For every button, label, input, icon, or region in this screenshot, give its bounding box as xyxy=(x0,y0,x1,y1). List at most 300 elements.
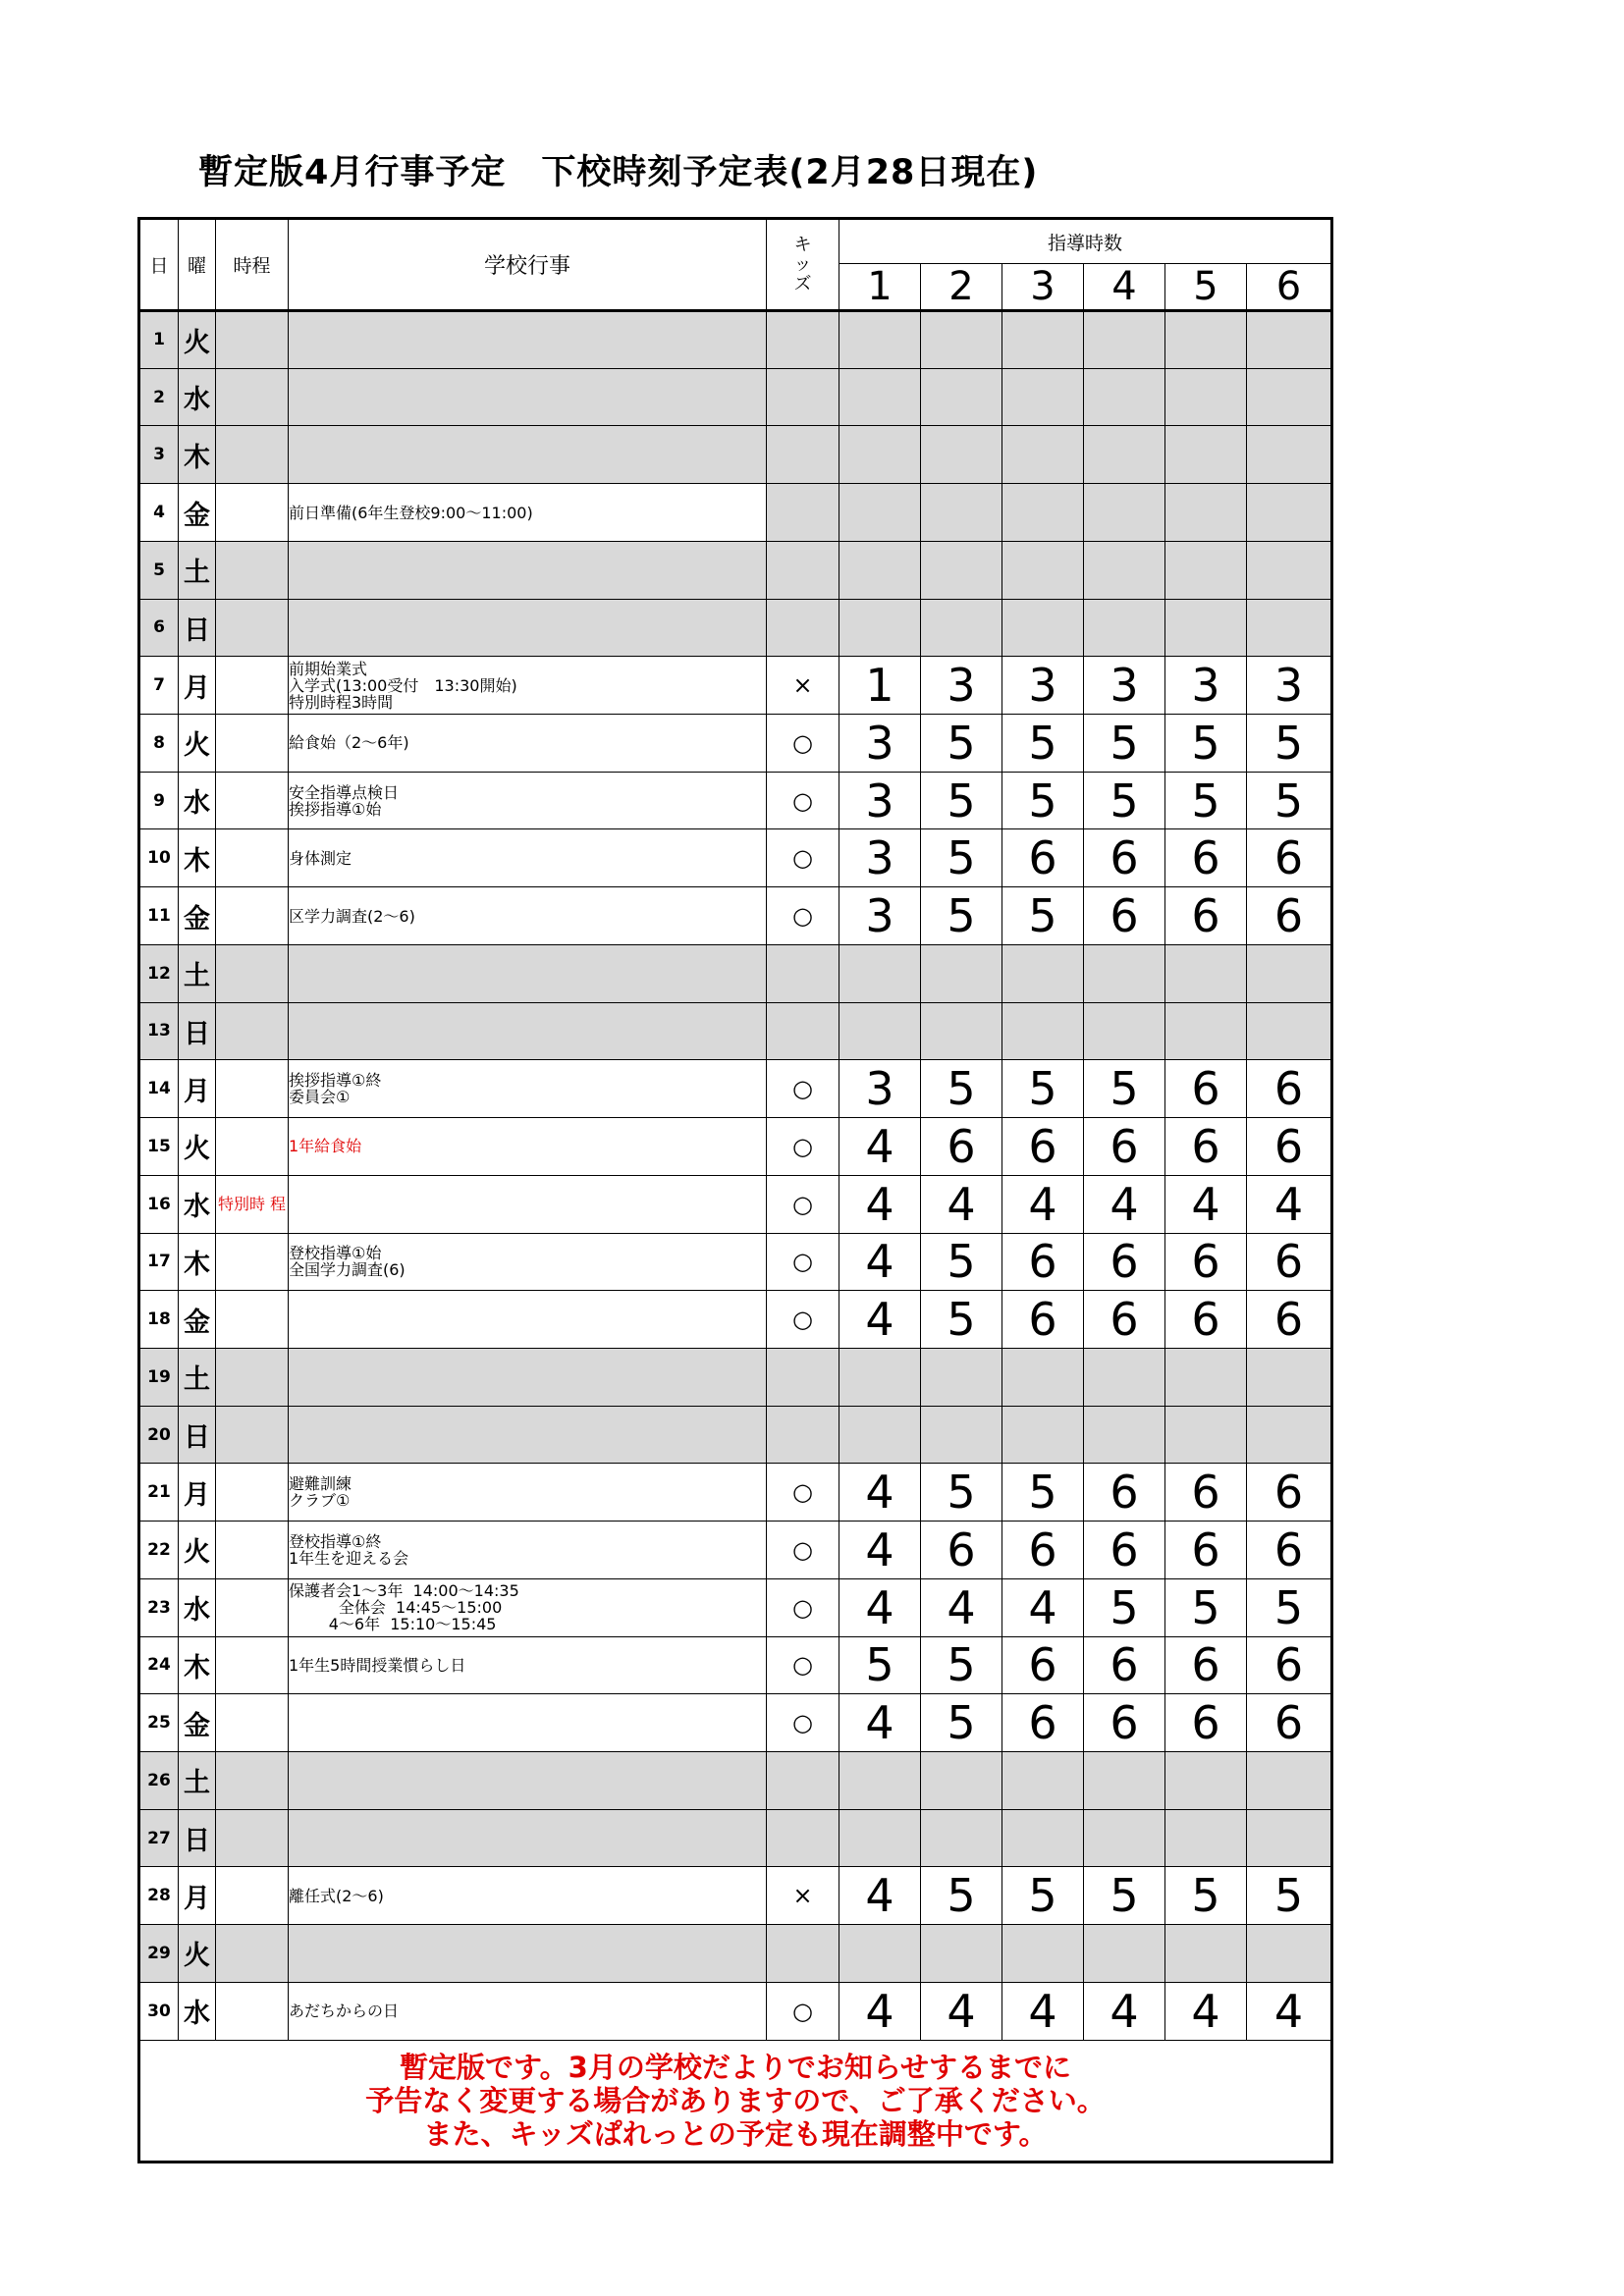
hours-grade-3: 5 xyxy=(1002,1464,1084,1522)
day-number: 4 xyxy=(139,484,179,542)
hours-grade-1 xyxy=(839,599,921,657)
program-cell xyxy=(216,541,289,599)
program-cell xyxy=(216,1348,289,1406)
event-cell xyxy=(289,1348,767,1406)
hours-grade-1: 4 xyxy=(839,1522,921,1579)
hours-grade-3 xyxy=(1002,1406,1084,1464)
hours-grade-2: 5 xyxy=(921,887,1002,945)
program-cell xyxy=(216,1002,289,1060)
schedule-row xyxy=(139,1291,1332,1349)
hours-grade-4: 6 xyxy=(1084,1522,1165,1579)
schedule-row xyxy=(139,1002,1332,1060)
weekday: 月 xyxy=(179,657,216,715)
hours-grade-1 xyxy=(839,944,921,1002)
header-grade-4: 4 xyxy=(1084,264,1165,311)
weekday: 水 xyxy=(179,368,216,426)
hours-grade-3 xyxy=(1002,1002,1084,1060)
program-cell xyxy=(216,1291,289,1349)
hours-grade-6 xyxy=(1247,426,1332,484)
event-cell: 身体測定 xyxy=(289,829,767,887)
hours-grade-5 xyxy=(1165,1925,1247,1983)
day-number: 9 xyxy=(139,772,179,829)
hours-grade-4: 6 xyxy=(1084,1694,1165,1752)
kids-status: ○ xyxy=(767,1464,839,1522)
kids-status xyxy=(767,368,839,426)
kids-status xyxy=(767,1348,839,1406)
hours-grade-5 xyxy=(1165,541,1247,599)
hours-grade-5: 4 xyxy=(1165,1175,1247,1233)
hours-grade-6 xyxy=(1247,1406,1332,1464)
hours-grade-1 xyxy=(839,311,921,369)
schedule-table xyxy=(137,217,1333,2163)
hours-grade-2 xyxy=(921,1809,1002,1867)
event-cell: 給食始（2～6年) xyxy=(289,715,767,773)
kids-status xyxy=(767,599,839,657)
hours-grade-6 xyxy=(1247,1809,1332,1867)
hours-grade-6: 5 xyxy=(1247,715,1332,773)
event-cell: 登校指導①終 1年生を迎える会 xyxy=(289,1522,767,1579)
kids-status: ○ xyxy=(767,772,839,829)
hours-grade-2: 5 xyxy=(921,772,1002,829)
event-cell: 保護者会1～3年 14:00～14:35 全体会 14:45～15:00 4～6年 15:10～15:45 xyxy=(289,1578,767,1636)
hours-grade-3: 4 xyxy=(1002,1578,1084,1636)
hours-grade-5: 6 xyxy=(1165,1636,1247,1694)
kids-status xyxy=(767,1925,839,1983)
header-grade-1: 1 xyxy=(839,264,921,311)
kids-status: ○ xyxy=(767,1694,839,1752)
hours-grade-1 xyxy=(839,541,921,599)
event-cell xyxy=(289,599,767,657)
day-number: 14 xyxy=(139,1060,179,1118)
hours-grade-6 xyxy=(1247,541,1332,599)
hours-grade-1: 4 xyxy=(839,1867,921,1925)
kids-status xyxy=(767,541,839,599)
program-cell xyxy=(216,1751,289,1809)
day-number: 5 xyxy=(139,541,179,599)
hours-grade-6: 5 xyxy=(1247,772,1332,829)
event-cell xyxy=(289,368,767,426)
event-cell xyxy=(289,1925,767,1983)
hours-grade-2: 4 xyxy=(921,1175,1002,1233)
hours-grade-4: 3 xyxy=(1084,657,1165,715)
hours-grade-4: 5 xyxy=(1084,715,1165,773)
hours-grade-5: 6 xyxy=(1165,1060,1247,1118)
program-cell xyxy=(216,1694,289,1752)
hours-grade-6: 6 xyxy=(1247,1636,1332,1694)
kids-status: ○ xyxy=(767,1578,839,1636)
hours-grade-1: 1 xyxy=(839,657,921,715)
hours-grade-5 xyxy=(1165,1751,1247,1809)
program-cell xyxy=(216,1060,289,1118)
day-number: 28 xyxy=(139,1867,179,1925)
hours-grade-6: 3 xyxy=(1247,657,1332,715)
event-cell xyxy=(289,1694,767,1752)
program-cell xyxy=(216,715,289,773)
hours-grade-3 xyxy=(1002,368,1084,426)
hours-grade-1: 3 xyxy=(839,887,921,945)
hours-grade-2 xyxy=(921,599,1002,657)
kids-status xyxy=(767,1751,839,1809)
day-number: 3 xyxy=(139,426,179,484)
day-number: 21 xyxy=(139,1464,179,1522)
hours-grade-4: 5 xyxy=(1084,1060,1165,1118)
hours-grade-5 xyxy=(1165,1002,1247,1060)
program-cell xyxy=(216,829,289,887)
hours-grade-5: 6 xyxy=(1165,1522,1247,1579)
hours-grade-6: 6 xyxy=(1247,1522,1332,1579)
hours-grade-2 xyxy=(921,1406,1002,1464)
program-cell xyxy=(216,1636,289,1694)
hours-grade-3: 6 xyxy=(1002,1636,1084,1694)
hours-grade-3: 5 xyxy=(1002,772,1084,829)
page-title: 暫定版4月行事予定 下校時刻予定表(2月28日現在) xyxy=(198,153,1039,192)
hours-grade-5 xyxy=(1165,368,1247,426)
kids-status: ○ xyxy=(767,1233,839,1291)
hours-grade-6 xyxy=(1247,1925,1332,1983)
hours-grade-3 xyxy=(1002,426,1084,484)
hours-grade-1: 4 xyxy=(839,1118,921,1176)
hours-grade-1: 4 xyxy=(839,1578,921,1636)
schedule-row xyxy=(139,1522,1332,1579)
hours-grade-1 xyxy=(839,1809,921,1867)
hours-grade-4: 6 xyxy=(1084,887,1165,945)
schedule-row xyxy=(139,1175,1332,1233)
schedule-row xyxy=(139,1982,1332,2040)
hours-grade-2: 6 xyxy=(921,1118,1002,1176)
program-cell xyxy=(216,772,289,829)
weekday: 日 xyxy=(179,1406,216,1464)
hours-grade-6 xyxy=(1247,944,1332,1002)
kids-status xyxy=(767,426,839,484)
hours-grade-5: 6 xyxy=(1165,1694,1247,1752)
day-number: 6 xyxy=(139,599,179,657)
hours-grade-4: 5 xyxy=(1084,772,1165,829)
hours-grade-3: 5 xyxy=(1002,1867,1084,1925)
hours-grade-6: 5 xyxy=(1247,1867,1332,1925)
hours-grade-5: 5 xyxy=(1165,772,1247,829)
weekday: 水 xyxy=(179,1578,216,1636)
hours-grade-3: 6 xyxy=(1002,829,1084,887)
hours-grade-5 xyxy=(1165,426,1247,484)
hours-grade-2: 4 xyxy=(921,1982,1002,2040)
schedule-row xyxy=(139,484,1332,542)
event-cell: 1年生5時間授業慣らし日 xyxy=(289,1636,767,1694)
program-cell xyxy=(216,1233,289,1291)
hours-grade-5: 6 xyxy=(1165,1233,1247,1291)
hours-grade-5: 5 xyxy=(1165,715,1247,773)
program-cell xyxy=(216,426,289,484)
hours-grade-2: 4 xyxy=(921,1578,1002,1636)
kids-status xyxy=(767,944,839,1002)
hours-grade-6: 6 xyxy=(1247,1694,1332,1752)
hours-grade-6: 6 xyxy=(1247,1291,1332,1349)
program-cell xyxy=(216,1925,289,1983)
header-kids: キ ッ ズ xyxy=(767,219,839,311)
hours-grade-3: 5 xyxy=(1002,715,1084,773)
notice-box xyxy=(139,2040,1332,2162)
program-cell xyxy=(216,599,289,657)
hours-grade-5: 4 xyxy=(1165,1982,1247,2040)
weekday: 月 xyxy=(179,1867,216,1925)
hours-grade-1 xyxy=(839,1348,921,1406)
hours-grade-6 xyxy=(1247,311,1332,369)
weekday: 日 xyxy=(179,599,216,657)
hours-grade-5 xyxy=(1165,484,1247,542)
hours-grade-6 xyxy=(1247,1002,1332,1060)
program-cell xyxy=(216,368,289,426)
hours-grade-4 xyxy=(1084,1751,1165,1809)
hours-grade-5: 5 xyxy=(1165,1867,1247,1925)
program-cell xyxy=(216,1406,289,1464)
hours-grade-3 xyxy=(1002,541,1084,599)
hours-grade-3: 6 xyxy=(1002,1694,1084,1752)
hours-grade-6: 6 xyxy=(1247,1464,1332,1522)
hours-grade-3 xyxy=(1002,1925,1084,1983)
hours-grade-2 xyxy=(921,1925,1002,1983)
schedule-row xyxy=(139,1809,1332,1867)
hours-grade-2: 3 xyxy=(921,657,1002,715)
hours-grade-4: 6 xyxy=(1084,1233,1165,1291)
schedule-row xyxy=(139,944,1332,1002)
schedule-row xyxy=(139,1867,1332,1925)
weekday: 金 xyxy=(179,1291,216,1349)
hours-grade-4 xyxy=(1084,599,1165,657)
kids-status: × xyxy=(767,1867,839,1925)
schedule-row xyxy=(139,715,1332,773)
event-cell: 1年給食始 xyxy=(289,1118,767,1176)
hours-grade-1: 4 xyxy=(839,1233,921,1291)
hours-grade-3 xyxy=(1002,1348,1084,1406)
notice-line: 予告なく変更する場合がありますので、ご了承ください。 xyxy=(365,2083,1106,2117)
hours-grade-4 xyxy=(1084,1925,1165,1983)
hours-grade-6 xyxy=(1247,368,1332,426)
kids-status: × xyxy=(767,657,839,715)
header-day: 日 xyxy=(139,219,179,311)
event-cell xyxy=(289,426,767,484)
kids-status xyxy=(767,484,839,542)
event-cell xyxy=(289,1002,767,1060)
weekday: 水 xyxy=(179,772,216,829)
notice-line: また、キッズぱれっとの予定も現在調整中です。 xyxy=(423,2116,1048,2151)
event-cell: 避難訓練 クラブ① xyxy=(289,1464,767,1522)
day-number: 2 xyxy=(139,368,179,426)
hours-grade-5 xyxy=(1165,599,1247,657)
hours-grade-4 xyxy=(1084,311,1165,369)
hours-grade-5 xyxy=(1165,1348,1247,1406)
day-number: 22 xyxy=(139,1522,179,1579)
schedule-row xyxy=(139,541,1332,599)
hours-grade-4 xyxy=(1084,944,1165,1002)
kids-status: ○ xyxy=(767,1175,839,1233)
hours-grade-2: 5 xyxy=(921,715,1002,773)
hours-grade-2 xyxy=(921,368,1002,426)
schedule-row xyxy=(139,1636,1332,1694)
hours-grade-4 xyxy=(1084,426,1165,484)
schedule-row xyxy=(139,1925,1332,1983)
hours-grade-5: 6 xyxy=(1165,829,1247,887)
weekday: 月 xyxy=(179,1464,216,1522)
event-cell xyxy=(289,1406,767,1464)
weekday: 金 xyxy=(179,887,216,945)
day-number: 12 xyxy=(139,944,179,1002)
weekday: 月 xyxy=(179,1060,216,1118)
weekday: 火 xyxy=(179,715,216,773)
program-cell xyxy=(216,1809,289,1867)
header-weekday: 曜 xyxy=(179,219,216,311)
schedule-row xyxy=(139,657,1332,715)
hours-grade-2 xyxy=(921,426,1002,484)
hours-grade-3: 5 xyxy=(1002,887,1084,945)
hours-grade-4: 4 xyxy=(1084,1982,1165,2040)
hours-grade-4: 5 xyxy=(1084,1578,1165,1636)
day-number: 26 xyxy=(139,1751,179,1809)
hours-grade-6: 6 xyxy=(1247,1118,1332,1176)
hours-grade-4 xyxy=(1084,1809,1165,1867)
hours-grade-2: 6 xyxy=(921,1522,1002,1579)
event-cell: 挨拶指導①終 委員会① xyxy=(289,1060,767,1118)
hours-grade-6: 5 xyxy=(1247,1578,1332,1636)
weekday: 金 xyxy=(179,484,216,542)
hours-grade-3 xyxy=(1002,944,1084,1002)
weekday: 水 xyxy=(179,1982,216,2040)
hours-grade-6: 6 xyxy=(1247,829,1332,887)
schedule-row xyxy=(139,887,1332,945)
hours-grade-1: 3 xyxy=(839,715,921,773)
hours-grade-3: 5 xyxy=(1002,1060,1084,1118)
hours-grade-3 xyxy=(1002,599,1084,657)
schedule-row xyxy=(139,1578,1332,1636)
weekday: 日 xyxy=(179,1002,216,1060)
hours-grade-5: 3 xyxy=(1165,657,1247,715)
event-cell xyxy=(289,1175,767,1233)
program-cell xyxy=(216,1578,289,1636)
notice-line: 暫定版です。3月の学校だよりでお知らせするまでに xyxy=(400,2050,1071,2084)
day-number: 17 xyxy=(139,1233,179,1291)
weekday: 火 xyxy=(179,1925,216,1983)
hours-grade-2: 5 xyxy=(921,1694,1002,1752)
kids-status: ○ xyxy=(767,1636,839,1694)
hours-grade-1 xyxy=(839,368,921,426)
hours-grade-1: 3 xyxy=(839,829,921,887)
program-cell xyxy=(216,944,289,1002)
hours-grade-2 xyxy=(921,311,1002,369)
header-grade-2: 2 xyxy=(921,264,1002,311)
program-cell xyxy=(216,1464,289,1522)
day-number: 1 xyxy=(139,311,179,369)
hours-grade-5 xyxy=(1165,1809,1247,1867)
day-number: 7 xyxy=(139,657,179,715)
hours-grade-1: 4 xyxy=(839,1291,921,1349)
program-cell xyxy=(216,484,289,542)
hours-grade-1: 3 xyxy=(839,1060,921,1118)
hours-grade-1 xyxy=(839,1925,921,1983)
hours-grade-4: 6 xyxy=(1084,1464,1165,1522)
hours-grade-1: 4 xyxy=(839,1982,921,2040)
event-cell: 前期始業式 入学式(13:00受付 13:30開始) 特別時程3時間 xyxy=(289,657,767,715)
schedule-row xyxy=(139,426,1332,484)
hours-grade-5 xyxy=(1165,1406,1247,1464)
hours-grade-3: 6 xyxy=(1002,1233,1084,1291)
kids-status: ○ xyxy=(767,1522,839,1579)
event-cell xyxy=(289,1291,767,1349)
event-cell: 離任式(2～6) xyxy=(289,1867,767,1925)
schedule-row xyxy=(139,1751,1332,1809)
hours-grade-5: 5 xyxy=(1165,1578,1247,1636)
hours-grade-3: 6 xyxy=(1002,1291,1084,1349)
hours-grade-1 xyxy=(839,484,921,542)
hours-grade-1 xyxy=(839,426,921,484)
event-cell: 前日準備(6年生登校9:00～11:00) xyxy=(289,484,767,542)
hours-grade-2 xyxy=(921,1002,1002,1060)
schedule-row xyxy=(139,1464,1332,1522)
hours-grade-6: 6 xyxy=(1247,1233,1332,1291)
weekday: 火 xyxy=(179,1118,216,1176)
hours-grade-1: 4 xyxy=(839,1694,921,1752)
hours-grade-4 xyxy=(1084,1002,1165,1060)
program-cell xyxy=(216,1522,289,1579)
header-hours-group: 指導時数 xyxy=(839,219,1332,264)
weekday: 木 xyxy=(179,426,216,484)
kids-status xyxy=(767,311,839,369)
hours-grade-5 xyxy=(1165,311,1247,369)
event-cell: 登校指導①始 全国学力調査(6) xyxy=(289,1233,767,1291)
weekday: 火 xyxy=(179,311,216,369)
hours-grade-4: 6 xyxy=(1084,1118,1165,1176)
program-cell: 特別時 程 xyxy=(216,1175,289,1233)
hours-grade-6 xyxy=(1247,1751,1332,1809)
day-number: 19 xyxy=(139,1348,179,1406)
day-number: 18 xyxy=(139,1291,179,1349)
day-number: 30 xyxy=(139,1982,179,2040)
hours-grade-2: 5 xyxy=(921,1291,1002,1349)
hours-grade-4: 5 xyxy=(1084,1867,1165,1925)
event-cell: あだちからの日 xyxy=(289,1982,767,2040)
weekday: 木 xyxy=(179,829,216,887)
hours-grade-1 xyxy=(839,1002,921,1060)
kids-status: ○ xyxy=(767,887,839,945)
kids-status: ○ xyxy=(767,1118,839,1176)
hours-grade-4 xyxy=(1084,1406,1165,1464)
day-number: 24 xyxy=(139,1636,179,1694)
event-cell: 区学力調査(2～6) xyxy=(289,887,767,945)
weekday: 土 xyxy=(179,1751,216,1809)
hours-grade-2 xyxy=(921,541,1002,599)
kids-status: ○ xyxy=(767,1060,839,1118)
header-grade-6: 6 xyxy=(1247,264,1332,311)
kids-status xyxy=(767,1002,839,1060)
weekday: 土 xyxy=(179,944,216,1002)
event-cell xyxy=(289,1751,767,1809)
schedule-row xyxy=(139,829,1332,887)
hours-grade-4 xyxy=(1084,368,1165,426)
hours-grade-6: 4 xyxy=(1247,1175,1332,1233)
schedule-row xyxy=(139,311,1332,369)
hours-grade-6 xyxy=(1247,599,1332,657)
program-cell xyxy=(216,887,289,945)
weekday: 木 xyxy=(179,1233,216,1291)
day-number: 11 xyxy=(139,887,179,945)
kids-status xyxy=(767,1809,839,1867)
hours-grade-2: 5 xyxy=(921,1867,1002,1925)
schedule-row xyxy=(139,599,1332,657)
weekday: 土 xyxy=(179,1348,216,1406)
hours-grade-4: 6 xyxy=(1084,829,1165,887)
schedule-row xyxy=(139,1348,1332,1406)
schedule-row xyxy=(139,1694,1332,1752)
header-grade-3: 3 xyxy=(1002,264,1084,311)
program-cell xyxy=(216,657,289,715)
schedule-row xyxy=(139,1118,1332,1176)
